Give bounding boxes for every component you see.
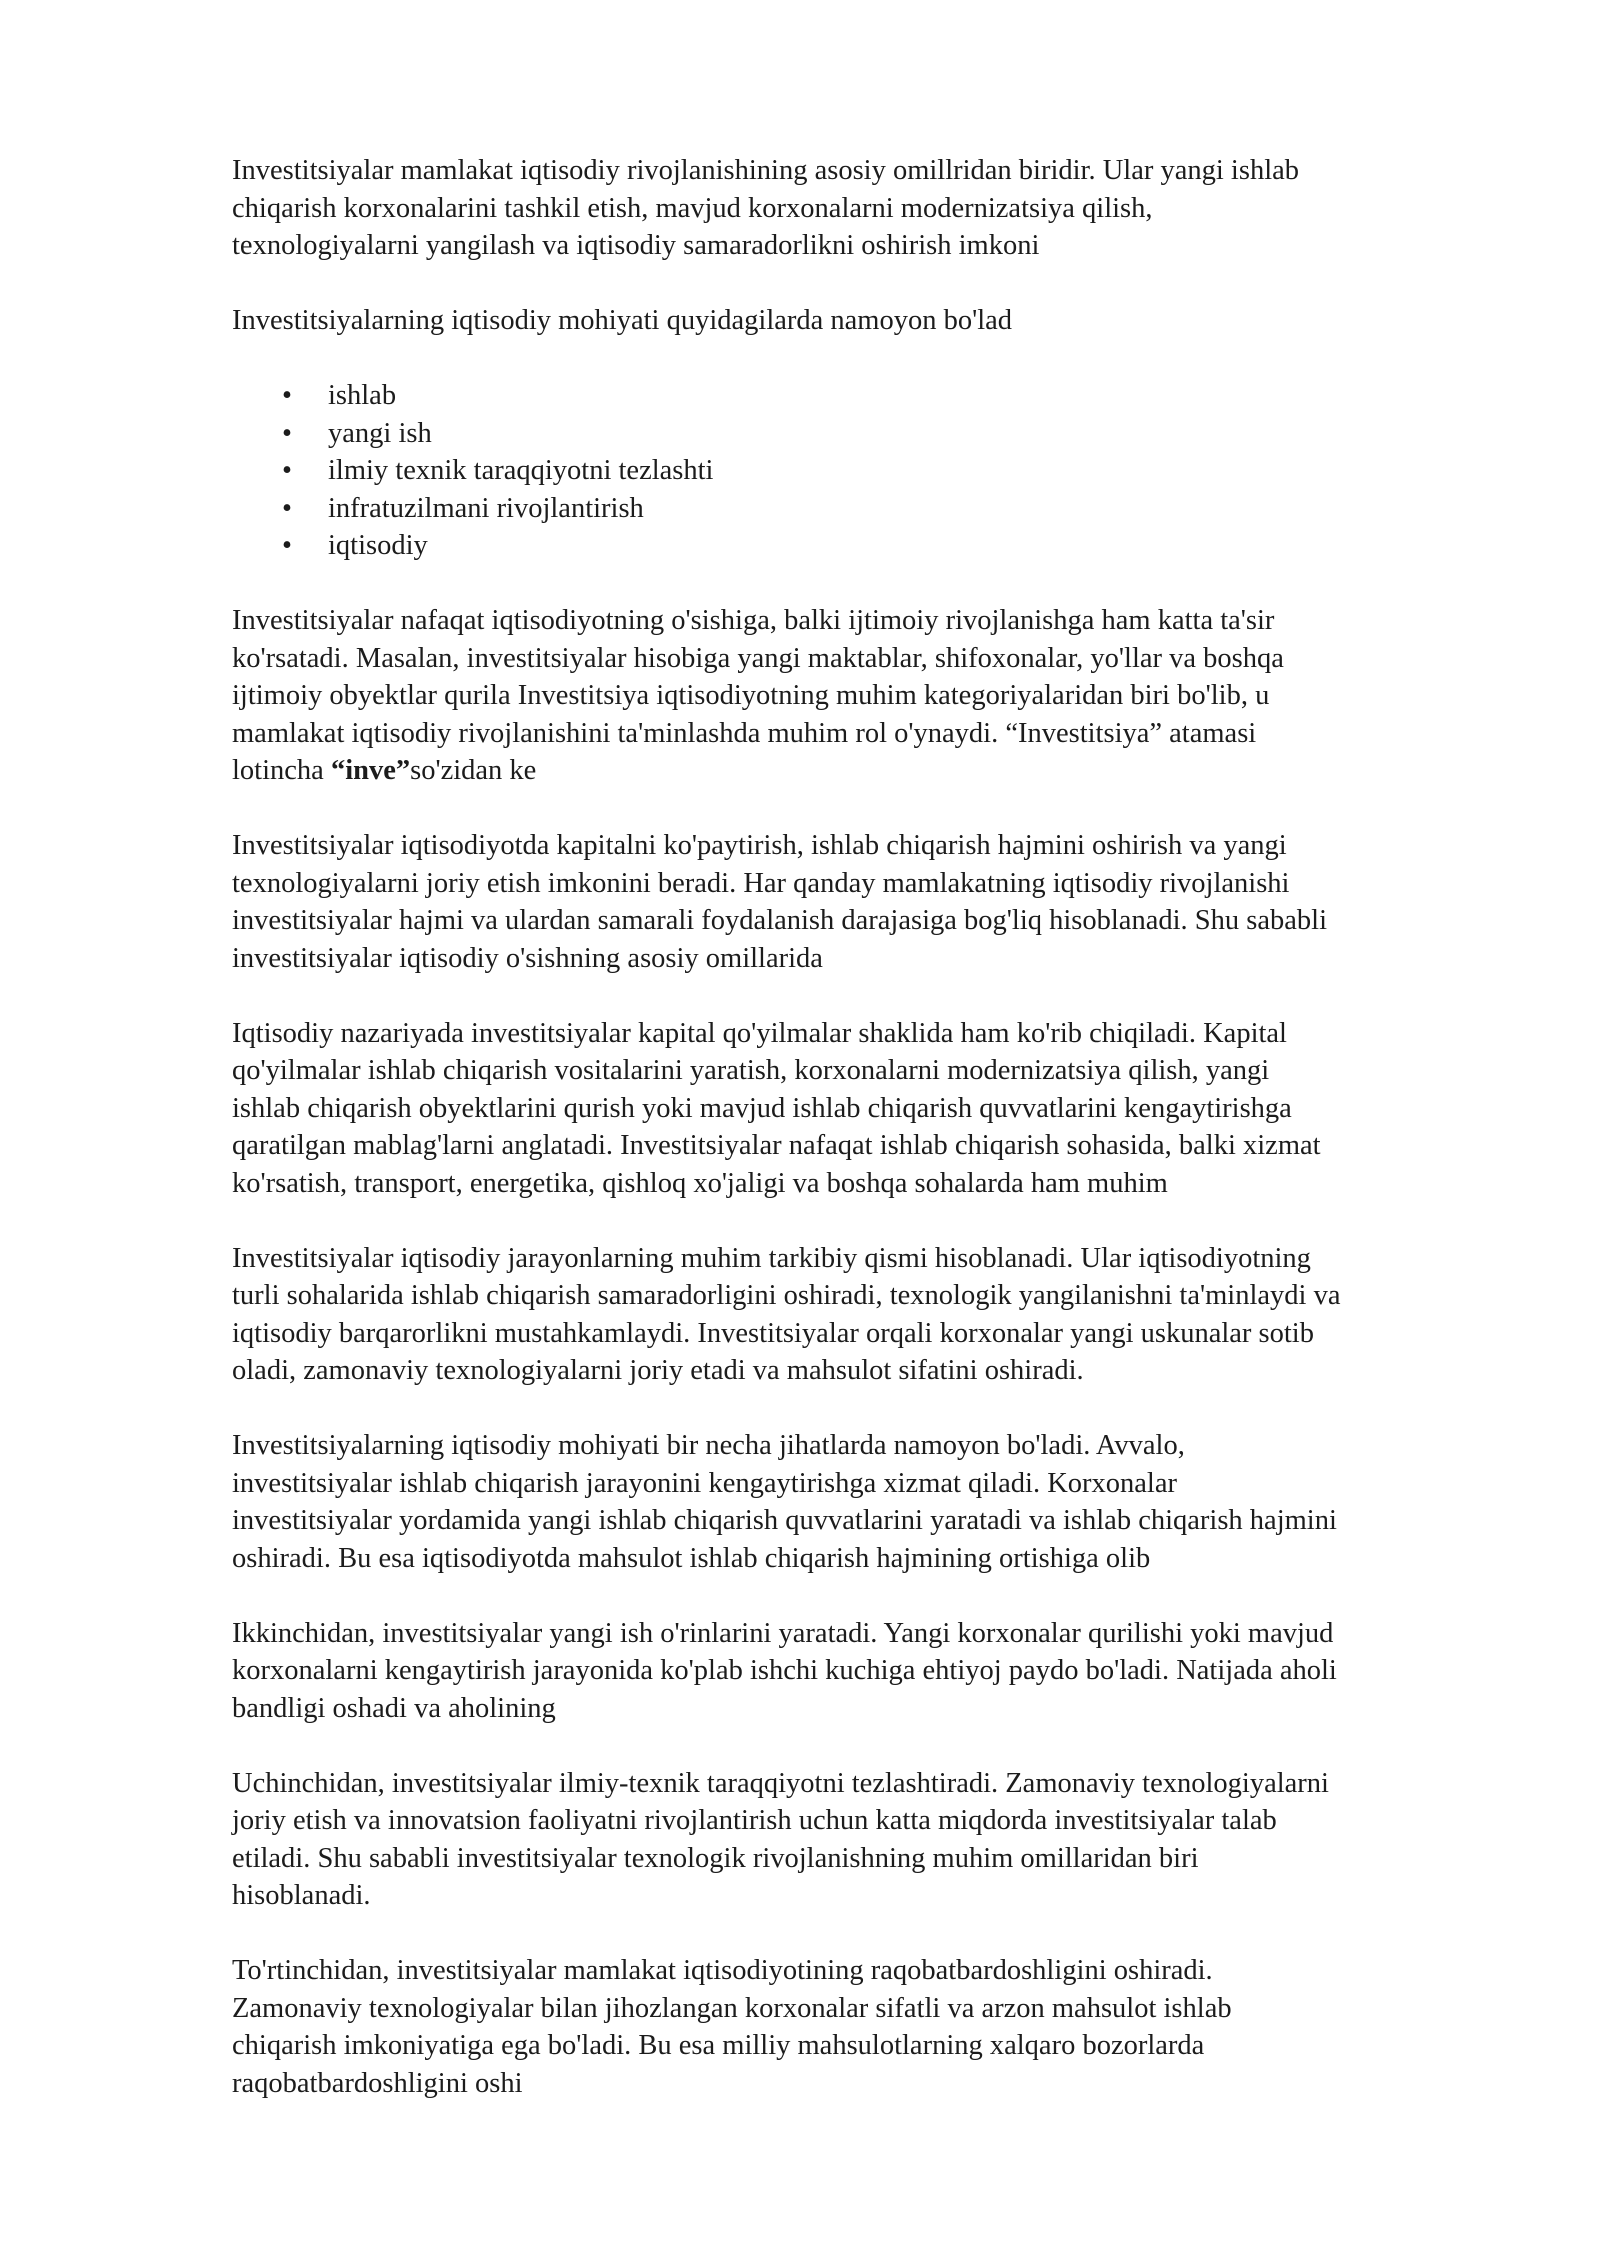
paragraph-second-aspect: Ikkinchidan, investitsiyalar yangi ish o'rinlarini yaratadi. Yangi korxonalar qurilishi yoki mavjud korxonalarni kengaytirish jarayonida ko'plab ishchi kuchiga ehtiyoj paydo bo'ladi. Natijada aholi bandligi oshadi va aholining xyxy=(232,1617,1337,1724)
bullet-list xyxy=(232,377,1522,565)
paragraph-economic-theory: Iqtisodiy nazariyada investitsiyalar kapital qo'yilmalar shaklida ham ko'rib chiqiladi. Kapital qo'yilmalar ishlab chiqarish vositalarini yaratish, korxonalarni modernizatsiya qilish, yangi ishlab chiqarish obyektlarini qurish yoki mavjud ishlab chiqarish quvvatlarini kengaytirishga qaratilgan mablag'larni anglatadi. Investitsiyalar nafaqat ishlab chiqarish sohasida, balki xizmat ko'rsatish, transport, energetika, qishloq xo'jaligi va boshqa sohalarda ham muhim xyxy=(232,1017,1321,1199)
list-item xyxy=(232,452,1522,490)
list-item xyxy=(232,527,1522,565)
paragraph-processes: Investitsiyalar iqtisodiy jarayonlarning muhim tarkibiy qismi hisoblanadi. Ular iqtisodiyotning turli sohalarida ishlab chiqarish samaradorligini oshiradi, texnologik yangilanishni ta'minlaydi va iqtisodiy barqarorlikni mustahkamlaydi. Investitsiyalar orqali korxonalar yangi uskunalar sotib oladi, zamonaviy texnologiyalarni joriy etadi va mahsulot sifatini oshiradi. xyxy=(232,1242,1341,1386)
list-item-text: yangi ish xyxy=(328,417,432,449)
paragraph-text: Investitsiyalar nafaqat iqtisodiyotning o'sishiga, balki ijtimoiy rivojlanishga ham katta ta'sir ko'rsatadi. Masalan, investitsiyalar hisobiga yangi maktablar, shifoxonalar, yo'llar va boshqa ijtimoiy obyektlar qurila Investitsiya iqtisodiyotning muhim kategoriyalaridan biri bo'lib, u mamlakat iqtisodiy rivojlanishini ta'minlashda muhim rol o'ynaydi. “Investitsiya” atamasi lotincha xyxy=(232,605,1284,786)
bold-term: “inve” xyxy=(330,755,411,786)
bullet-icon: • xyxy=(282,417,292,449)
bullet-icon: • xyxy=(282,380,292,411)
bullet-icon: • xyxy=(282,455,292,486)
document-page xyxy=(232,152,1522,2140)
list-item-text: ilmiy texnik taraqqiyotni tezlashti xyxy=(328,455,714,486)
paragraph-social-impact xyxy=(232,602,1522,790)
list-item xyxy=(232,415,1522,453)
paragraph-tail: so'zidan ke xyxy=(410,755,537,786)
paragraph-intro: Investitsiyalar mamlakat iqtisodiy rivojlanishining asosiy omillridan biridir. Ular yangi ishlab chiqarish korxonalarini tashkil etish, mavjud korxonalarni modernizatsiya qilish, texnologiyalarni yangilash va iqtisodiy samaradorlikni oshirish imkoni xyxy=(232,155,1300,261)
paragraph-third-aspect: Uchinchidan, investitsiyalar ilmiy-texnik taraqqiyotni tezlashtiradi. Zamonaviy texnologiyalarni joriy etish va innovatsion faoliyatni rivojlantirish uchun katta miqdorda investitsiyalar talab etiladi. Shu sababli investitsiyalar texnologik rivojlanishning muhim omillaridan biri hisoblanadi. xyxy=(232,1767,1329,1911)
paragraph-fourth-aspect: To'rtinchidan, investitsiyalar mamlakat iqtisodiyotining raqobatbardoshligini oshiradi. Zamonaviy texnologiyalar bilan jihozlangan korxonalar sifatli va arzon mahsulot ishlab chiqarish imkoniyatiga ega bo'ladi. Bu esa milliy mahsulotlarning xalqaro bozorlarda raqobatbardoshligini oshi xyxy=(232,1955,1232,2099)
list-item-text: iqtisodiy xyxy=(328,530,428,561)
paragraph-capital-growth: Investitsiyalar iqtisodiyotda kapitalni ko'paytirish, ishlab chiqarish hajmini oshirish va yangi texnologiyalarni joriy etish imkonini beradi. Har qanday mamlakatning iqtisodiy rivojlanishi investitsiyalar hajmi va ulardan samarali foydalanish darajasiga bog'liq hisoblanadi. Shu sababli investitsiyalar iqtisodiy o'sishning asosiy omillarida xyxy=(232,830,1327,974)
list-item-text: ishlab xyxy=(328,380,397,411)
paragraph-essence-heading: Investitsiyalarning iqtisodiy mohiyati quyidagilarda namoyon bo'lad xyxy=(232,305,1013,336)
list-item xyxy=(232,490,1522,528)
list-item xyxy=(232,377,1522,415)
list-item-text: infratuzilmani rivojlantirish xyxy=(328,492,644,524)
paragraph-first-aspect: Investitsiyalarning iqtisodiy mohiyati bir necha jihatlarda namoyon bo'ladi. Avvalo, investitsiyalar ishlab chiqarish jarayonini kengaytirishga xizmat qiladi. Korxonalar investitsiyalar yordamida yangi ishlab chiqarish quvvatlarini yaratadi va ishlab chiqarish hajmini oshiradi. Bu esa iqtisodiyotda mahsulot ishlab chiqarish hajmining ortishiga olib xyxy=(232,1430,1337,1574)
bullet-icon: • xyxy=(282,530,292,561)
bullet-icon: • xyxy=(282,492,292,524)
